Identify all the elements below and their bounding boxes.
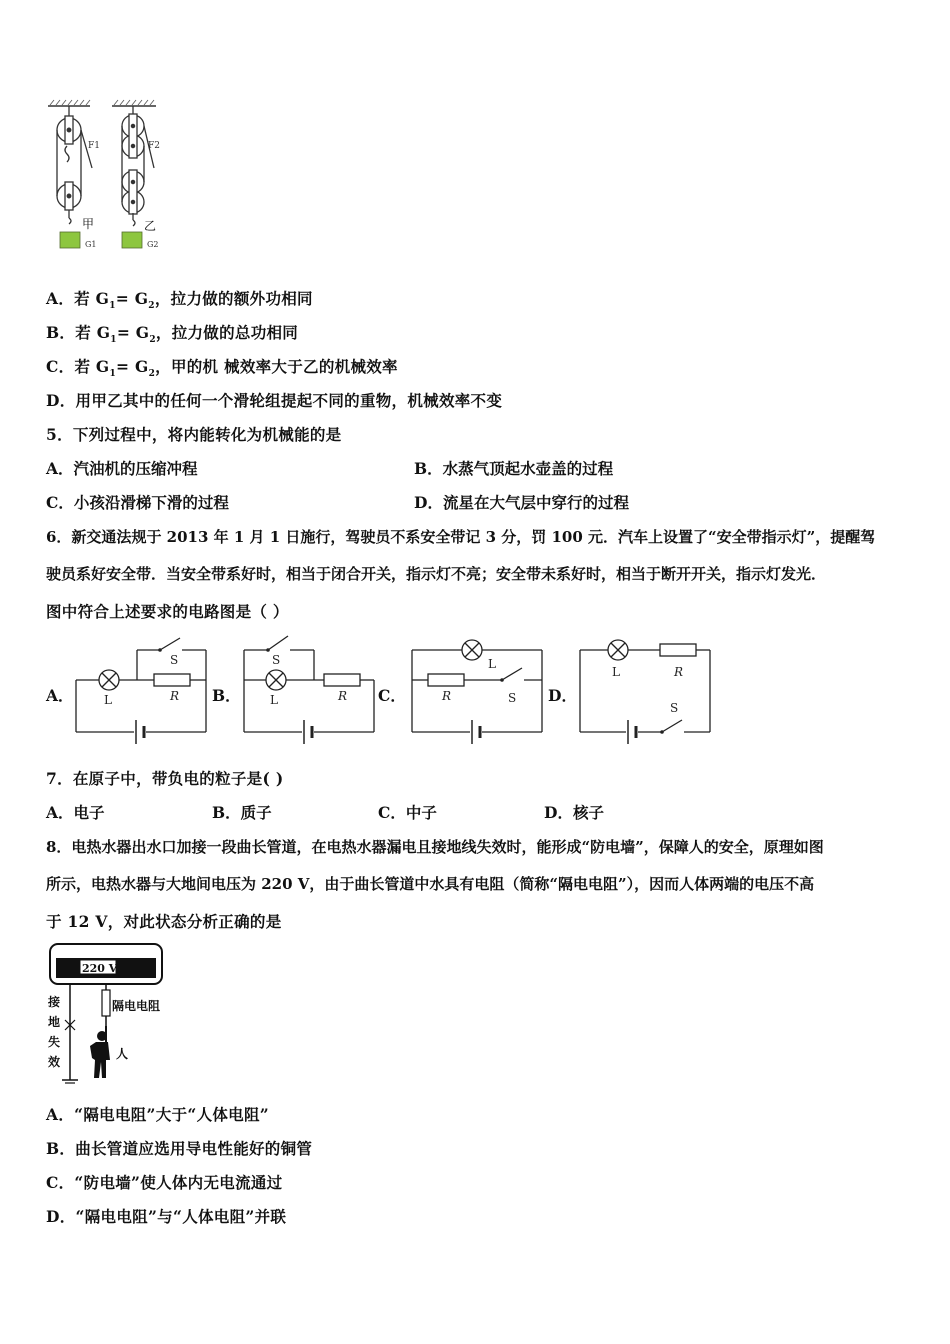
lamp-label: L <box>488 657 496 671</box>
q6-stem-line1: 6．新交通法规于 2013 年 1 月 1 日施行，驾驶员不系安全带记 3 分，罚 100 元．汽车上设置了“安全带指示灯”，提醒驾 <box>46 528 876 546</box>
svg-text:效: 效 <box>48 1055 61 1069</box>
switch-label: S <box>272 653 281 667</box>
q5-option-c: C．小孩沿滑梯下滑的过程 <box>46 493 229 512</box>
svg-text:接: 接 <box>48 995 61 1009</box>
jia-label: 甲 <box>82 217 95 231</box>
q5-option-d: D．流星在大气层中穿行的过程 <box>414 493 629 512</box>
q8-option-c: C．“防电墙”使人体内无电流通过 <box>46 1173 283 1192</box>
person-icon <box>90 1026 110 1078</box>
q4-option-a: A．若 $G_1= G_2$，拉力做的额外功相同 <box>46 289 313 312</box>
svg-text:地: 地 <box>48 1015 61 1029</box>
q7-option-d: D．核子 <box>544 803 604 822</box>
q5-stem: 5．下列过程中，将内能转化为机械能的是 <box>46 425 342 444</box>
g1-label: G1 <box>85 240 97 249</box>
q6-stem-line3: 图中符合上述要求的电路图是（ ） <box>46 602 289 621</box>
resistor-label: R <box>674 665 684 679</box>
isolation-resistor-label: 隔电电阻 <box>112 999 161 1013</box>
svg-text:失: 失 <box>48 1035 61 1049</box>
q8-stem-line1: 8．电热水器出水口加接一段曲长管道，在电热水器漏电且接地线失效时，能形成“防电墙”，保障人的安全，原理如图 <box>46 838 824 856</box>
resistor-label: R <box>338 689 348 703</box>
circuit-d-label: D． <box>548 686 577 705</box>
yi-label: 乙 <box>144 219 157 233</box>
switch-label: S <box>670 701 679 715</box>
pulley-figure <box>40 98 180 258</box>
person-label: 人 <box>116 1047 129 1061</box>
lamp-label: L <box>270 693 278 707</box>
q8-option-b: B．曲长管道应选用导电性能好的铜管 <box>46 1139 313 1158</box>
lamp-label: L <box>612 665 620 679</box>
lamp-label: L <box>104 693 112 707</box>
q4-option-b: B．若 $G_1= G_2$，拉力做的总功相同 <box>46 323 299 346</box>
q7-option-a: A．电子 <box>46 803 105 822</box>
circuit-a <box>70 632 212 750</box>
q8-option-a: A．“隔电电阻”大于“人体电阻” <box>46 1105 269 1124</box>
circuit-b-label: B． <box>212 686 241 705</box>
circuit-c <box>406 632 548 750</box>
switch-label: S <box>170 653 179 667</box>
voltage-label: 220 V <box>82 962 118 975</box>
f1-label: F1 <box>88 141 100 151</box>
q8-stem-line3: 于 12 V，对此状态分析正确的是 <box>46 912 282 931</box>
circuit-d <box>574 632 716 750</box>
q4-option-d: D．用甲乙其中的任何一个滑轮组提起不同的重物，机械效率不变 <box>46 391 503 410</box>
q7-stem: 7．在原子中，带负电的粒子是( ) <box>46 769 284 788</box>
circuit-b <box>238 632 380 750</box>
water-heater-figure <box>44 940 174 1086</box>
q6-stem-line2: 驶员系好安全带．当安全带系好时，相当于闭合开关，指示灯不亮；安全带未系好时，相当于断开开关，指示灯发光． <box>46 565 827 583</box>
q5-option-b: B．水蒸气顶起水壶盖的过程 <box>414 459 614 478</box>
q4-option-c: C．若 $G_1= G_2$，甲的机 械效率大于乙的机械效率 <box>46 357 398 380</box>
q5-option-a: A．汽油机的压缩冲程 <box>46 459 198 478</box>
switch-label: S <box>508 691 517 705</box>
f2-label: F2 <box>148 141 160 151</box>
q8-stem-line2: 所示，电热水器与大地间电压为 220 V，由于曲长管道中水具有电阻（简称“隔电电阻”），因而人体两端的电压不高 <box>46 875 815 893</box>
circuit-a-label: A． <box>46 686 74 705</box>
circuit-c-label: C． <box>378 686 406 705</box>
g2-label: G2 <box>147 240 159 249</box>
q7-option-b: B．质子 <box>212 803 272 822</box>
q7-option-c: C．中子 <box>378 803 437 822</box>
resistor-label: R <box>442 689 452 703</box>
q8-option-d: D．“隔电电阻”与“人体电阻”并联 <box>46 1207 287 1226</box>
resistor-label: R <box>170 689 180 703</box>
